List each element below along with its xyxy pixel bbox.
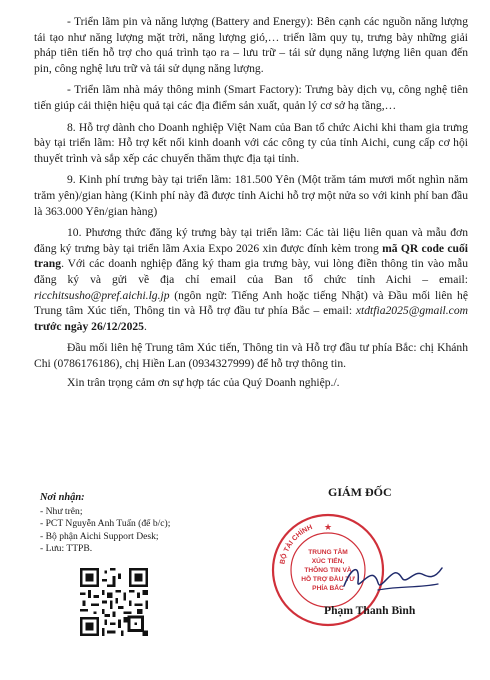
recipient-item: - PCT Nguyễn Anh Tuấn (để b/c); bbox=[40, 518, 171, 530]
seal-ring-text: BỘ TÀI CHÍNH bbox=[279, 524, 314, 565]
email-contact[interactable]: xtdtfia2025@gmail.com bbox=[355, 304, 468, 318]
qr-code-image bbox=[80, 568, 148, 636]
seal-line: XÚC TIẾN, bbox=[311, 558, 345, 565]
paragraph-battery-energy: - Triển lãm pin và năng lượng (Battery and Energy): Bên cạnh các nguồn năng lượng tái tạo như năng lượng mặt trời, năng lượng gió,… triển lãm quy tụ, trưng bày những giải pháp tiên tiến hỗ trợ cho quá trình tạo ra – lưu trữ – tái sử dụng năng lượng liên quan đến pin, công nghệ lưu trữ và tái sử dụng năng lượng. bbox=[34, 15, 468, 75]
recipient-item: - Như trên; bbox=[40, 505, 83, 517]
seal-line: THÔNG TIN VÀ bbox=[304, 567, 352, 574]
paragraph-contact: Đầu mối liên hệ Trung tâm Xúc tiến, Thông tin và Hỗ trợ đầu tư phía Bắc: chị Khánh Chi (0786176186), chị Hiền Lan (0934327999) để hỗ trợ thông tin. bbox=[34, 341, 468, 370]
registration-text-end: . bbox=[143, 319, 147, 333]
seal-star-icon: ★ bbox=[323, 522, 333, 532]
paragraph-registration bbox=[34, 225, 468, 334]
recipients-title: Nơi nhận: bbox=[40, 492, 85, 503]
signer-name: Phạm Thanh Bình bbox=[324, 604, 416, 617]
paragraph-smart-factory: - Triển lãm nhà máy thông minh (Smart Factory): Trưng bày dịch vụ, công nghệ tiên tiến giúp cải thiện hiệu quả tại các địa điểm sản xuất, quản lý cơ sở hạ tầng,… bbox=[34, 83, 468, 112]
recipients-list bbox=[40, 492, 170, 556]
director-title: GIÁM ĐỐC bbox=[328, 485, 392, 499]
paragraph-thanks: Xin trân trọng cảm ơn sự hợp tác của Quý Doanh nghiệp./. bbox=[67, 376, 340, 390]
seal-line: PHÍA BẮC bbox=[312, 585, 344, 592]
seal-line: HỖ TRỢ ĐẦU TƯ bbox=[301, 576, 355, 583]
registration-text-1: 10. Phương thức đăng ký trưng bày tại triển lãm: Các tài liệu liên quan và mẫu đơn đăng ký trưng bày tại triển lãm Axia Expo 2026 xin được đính kèm trong bbox=[34, 226, 468, 255]
paragraph-fee: 9. Kinh phí trưng bày tại triển lãm: 181.500 Yên (Một trăm tám mươi mốt nghìn năm trăm yên)/gian hàng (Kinh phí này đã được tỉnh Aichi hỗ trợ một nửa so với kinh phí ban đầu là 363.000 Yên/gian hàng) bbox=[34, 173, 468, 218]
document-body bbox=[34, 14, 468, 397]
paragraph-support: 8. Hỗ trợ dành cho Doanh nghiệp Việt Nam của Ban tổ chức Aichi khi tham gia trưng bày tại triển lãm: Hỗ trợ kết nối kinh doanh với các công ty của tỉnh Aichi, cung cấp cơ hội thuyết trình và sắp xếp các chuyến thăm thực địa tại tỉnh. bbox=[34, 120, 468, 165]
handwritten-signature bbox=[338, 560, 448, 596]
qr-code-reference: mã QR code cuối trang bbox=[34, 241, 468, 271]
seal-line: TRUNG TÂM bbox=[308, 549, 348, 556]
registration-text-2: . Với các doanh nghiệp đăng ký tham gia trưng bày, vui lòng điền thông tin vào mẫu đăng ký và gửi về địa chỉ email của Ban tổ chức tỉnh Aichi – email: bbox=[34, 257, 468, 286]
recipient-item: - Bộ phận Aichi Support Desk; bbox=[40, 530, 159, 542]
email-aichi[interactable]: ricchitsusho@pref.aichi.lg.jp bbox=[34, 288, 170, 302]
recipient-item: - Lưu: TTPB. bbox=[40, 543, 93, 555]
registration-text-3: (ngôn ngữ: Tiếng Anh hoặc tiếng Nhật) và Đầu mối liên hệ Trung tâm Xúc tiến, Thông tin và Hỗ trợ đầu tư phía Bắc – email: bbox=[34, 288, 468, 318]
deadline-text: trước ngày 26/12/2025 bbox=[34, 319, 144, 333]
